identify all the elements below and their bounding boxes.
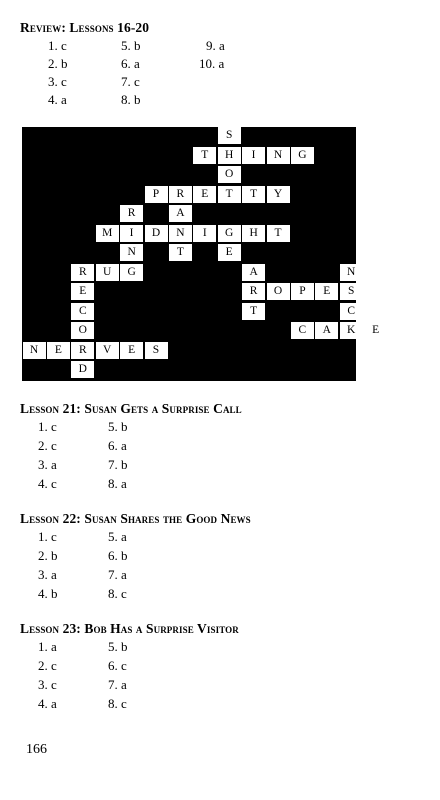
review-heading: Review: Lessons 16-20 xyxy=(20,20,150,35)
crossword-cell: C xyxy=(340,303,363,320)
crossword-cell: O xyxy=(218,166,241,183)
crossword-cell: E xyxy=(120,342,143,359)
lesson-22-answer: 4. b xyxy=(38,586,58,601)
lesson-23-answer: 4. a xyxy=(38,696,57,711)
crossword-cell: H xyxy=(218,147,241,164)
lesson-22-answer: 3. a xyxy=(38,567,57,582)
review-answer: 7. c xyxy=(121,74,140,89)
crossword-cell: R xyxy=(71,264,94,281)
crossword-cell: O xyxy=(71,322,94,339)
crossword-cell: C xyxy=(291,322,314,339)
lesson-21-answer: 5. b xyxy=(108,419,128,434)
lesson-21-answer: 3. a xyxy=(38,457,57,472)
crossword-cell: O xyxy=(267,283,290,300)
lesson-21-answer: 2. c xyxy=(38,438,57,453)
review-answer: 1. c xyxy=(48,38,67,53)
crossword-cell: E xyxy=(193,186,216,203)
lesson-22-answer: 6. b xyxy=(108,548,128,563)
crossword-grid xyxy=(22,127,380,381)
lesson-22-answer: 7. a xyxy=(108,567,127,582)
review-answer: 10. a xyxy=(199,56,225,71)
crossword-cell: E xyxy=(71,283,94,300)
review-answer: 3. c xyxy=(48,74,67,89)
lesson-23-answer: 6. c xyxy=(108,658,127,673)
review-answer: 5. b xyxy=(121,38,141,53)
lesson-23-answer: 8. c xyxy=(108,696,127,711)
crossword-cell: N xyxy=(120,244,143,261)
lesson-21-answer: 8. a xyxy=(108,476,127,491)
crossword-cell: N xyxy=(267,147,290,164)
crossword-cell: R xyxy=(71,342,94,359)
crossword-cell: U xyxy=(96,264,119,281)
crossword-cell: P xyxy=(145,186,168,203)
review-answer: 8. b xyxy=(121,92,141,107)
lesson-22-answer: 5. a xyxy=(108,529,127,544)
crossword-cell: N xyxy=(169,225,192,242)
lesson-23-heading: Lesson 23: Bob Has a Surprise Visitor xyxy=(20,621,239,636)
crossword-cell: G xyxy=(120,264,143,281)
crossword-cell: N xyxy=(23,342,46,359)
crossword-cell: I xyxy=(120,225,143,242)
crossword-cell: A xyxy=(315,322,338,339)
crossword-cell: A xyxy=(169,205,192,222)
crossword-cell: N xyxy=(340,264,363,281)
crossword-cell: V xyxy=(96,342,119,359)
lesson-21-answer: 6. a xyxy=(108,438,127,453)
lesson-23-answer: 3. c xyxy=(38,677,57,692)
crossword-cell: G xyxy=(291,147,314,164)
lesson-23-answer: 2. c xyxy=(38,658,57,673)
crossword-cell: G xyxy=(218,225,241,242)
crossword-cell: K xyxy=(340,322,363,339)
crossword-cell: Y xyxy=(267,186,290,203)
lesson-22-answer: 8. c xyxy=(108,586,127,601)
crossword-cell: H xyxy=(242,225,265,242)
crossword-cell: T xyxy=(218,186,241,203)
crossword-cell: I xyxy=(242,147,265,164)
crossword-cell: T xyxy=(169,244,192,261)
crossword-cell: R xyxy=(242,283,265,300)
crossword-cell: I xyxy=(193,225,216,242)
crossword-cell: S xyxy=(218,127,241,144)
page-number: 166 xyxy=(26,742,47,757)
review-answer: 9. a xyxy=(206,38,225,53)
crossword-cell: T xyxy=(193,147,216,164)
lesson-23-answer: 1. a xyxy=(38,639,57,654)
review-answer: 4. a xyxy=(48,92,67,107)
crossword-cell: D xyxy=(145,225,168,242)
crossword-cell: S xyxy=(145,342,168,359)
crossword-cell: E xyxy=(315,283,338,300)
lesson-21-answer: 4. c xyxy=(38,476,57,491)
lesson-23-answer: 5. b xyxy=(108,639,128,654)
crossword-cell: T xyxy=(267,225,290,242)
lesson-23-answer: 7. a xyxy=(108,677,127,692)
lesson-21-heading: Lesson 21: Susan Gets a Surprise Call xyxy=(20,401,242,416)
lesson-22-heading: Lesson 22: Susan Shares the Good News xyxy=(20,511,251,526)
crossword-cell: T xyxy=(242,186,265,203)
crossword-cell: R xyxy=(169,186,192,203)
crossword-cell: E xyxy=(218,244,241,261)
crossword-cell: T xyxy=(242,303,265,320)
lesson-22-answer: 2. b xyxy=(38,548,58,563)
crossword-cell: M xyxy=(96,225,119,242)
crossword-cell: C xyxy=(71,303,94,320)
crossword-cell: S xyxy=(340,283,363,300)
review-answer: 2. b xyxy=(48,56,68,71)
lesson-21-answer: 1. c xyxy=(38,419,57,434)
crossword-cell: P xyxy=(291,283,314,300)
lesson-21-answer: 7. b xyxy=(108,457,128,472)
crossword-cell: D xyxy=(71,361,94,378)
crossword-cell: E xyxy=(47,342,70,359)
review-answer: 6. a xyxy=(121,56,140,71)
crossword-cell: A xyxy=(242,264,265,281)
crossword-cell: E xyxy=(364,322,387,339)
crossword-cell: R xyxy=(120,205,143,222)
lesson-22-answer: 1. c xyxy=(38,529,57,544)
